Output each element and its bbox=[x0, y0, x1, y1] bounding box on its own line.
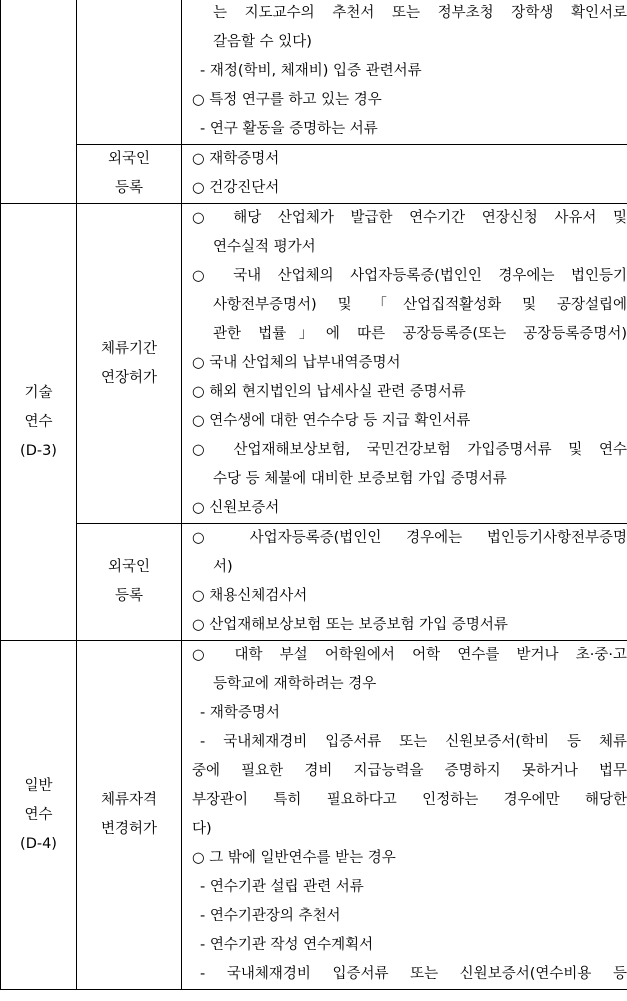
table-body bbox=[1, 0, 627, 990]
document-line: 부장관이 특히 필요하다고 인정하는 경우에만 해당한 bbox=[192, 792, 627, 808]
document-line: ○ 해외 현지법인의 납세사실 관련 증명서류 bbox=[192, 384, 466, 400]
application-type-label: 등록 bbox=[114, 588, 143, 604]
document-line: ○ 산업재해보상보험, 국민건강보험 가입증명서류 및 연수 bbox=[192, 442, 627, 458]
document-line: - 국내체재경비 입증서류 또는 신원보증서(연수비용 등 bbox=[200, 966, 627, 982]
document-line: ○ 그 밖에 일반연수를 받는 경우 bbox=[192, 850, 396, 866]
application-type-label: 변경허가 bbox=[100, 821, 158, 837]
document-line: ○ 연수생에 대한 연수수당 등 지급 확인서류 bbox=[192, 413, 471, 429]
application-type-label: 외국인 bbox=[107, 559, 151, 575]
application-type-label: 체류기간 bbox=[100, 340, 158, 357]
document-line: - 연수기관장의 추천서 bbox=[200, 908, 341, 924]
table-row bbox=[1, 524, 627, 641]
document-line: - 재정(학비, 체재비) 입증 관련서류 bbox=[200, 63, 422, 79]
document-line: ○ 특정 연구를 하고 있는 경우 bbox=[192, 92, 382, 108]
document-line: - 연구 활동을 증명하는 서류 bbox=[200, 121, 378, 137]
document-line: 사항전부증명서) 및 「산업집적활성화 및 공장설립에 bbox=[213, 297, 627, 313]
document-line: - 연수기관 설립 관련 서류 bbox=[200, 879, 364, 895]
document-line: ○ 사업자등록증(법인인 경우에는 법인등기사항전부증명 bbox=[192, 530, 627, 546]
document-line: ○ 신원보증서 bbox=[192, 500, 280, 516]
application-type-label: 등록 bbox=[114, 180, 143, 196]
application-type-cell bbox=[77, 204, 182, 524]
visa-type-label: (D-3) bbox=[20, 442, 57, 459]
application-type-label: 체류자격 bbox=[100, 792, 158, 808]
application-type-label: 외국인 bbox=[107, 151, 151, 167]
document-line: - 연수기관 작성 연수계획서 bbox=[200, 937, 374, 953]
visa-type-cell bbox=[1, 641, 77, 990]
document-line: ○ 국내 산업체의 사업자등록증(법인인 경우에는 법인등기 bbox=[192, 268, 627, 284]
document-line: ○ 대학 부설 어학원에서 어학 연수를 받거나 초·중·고 bbox=[192, 647, 627, 663]
required-documents-cell bbox=[182, 204, 627, 524]
document-line: 연수실적 평가서 bbox=[213, 239, 316, 255]
table-row bbox=[1, 641, 627, 990]
required-documents-cell bbox=[182, 641, 627, 990]
document-line: ○ 재학증명서 bbox=[192, 151, 280, 167]
document-line: - 국내체재경비 입증서류 또는 신원보증서(학비 등 체류 bbox=[200, 734, 627, 750]
visa-type-cell bbox=[1, 204, 77, 641]
document-line: 다) bbox=[192, 821, 212, 837]
document-line: 중에 필요한 경비 지급능력을 증명하지 못하거나 법무 bbox=[192, 763, 627, 779]
document-line: 갈음할 수 있다) bbox=[213, 34, 312, 50]
document-line: 관한 법률」에 따른 공장등록증(또는 공장등록증명서) bbox=[213, 326, 627, 342]
document-line: ○ 산업재해보상보험 또는 보증보험 가입 증명서류 bbox=[192, 617, 508, 633]
document-line: - 재학증명서 bbox=[200, 705, 280, 721]
document-line: 서) bbox=[213, 559, 233, 575]
document-line: ○ 건강진단서 bbox=[192, 180, 280, 196]
visa-type-label: (D-4) bbox=[20, 835, 57, 852]
document-line: ○ 해당 산업체가 발급한 연수기간 연장신청 사유서 및 bbox=[192, 210, 627, 226]
document-line: 수당 등 체불에 대비한 보증보험 가입 증명서류 bbox=[213, 471, 507, 487]
required-documents-cell bbox=[182, 524, 627, 641]
visa-type-label: 연수 bbox=[24, 806, 53, 823]
application-type-cell bbox=[77, 524, 182, 641]
table-row bbox=[1, 145, 627, 204]
required-documents-cell bbox=[182, 0, 627, 145]
visa-type-label: 연수 bbox=[24, 413, 53, 430]
table-row bbox=[1, 0, 627, 145]
application-type-cell bbox=[77, 145, 182, 204]
document-line: ○ 채용신체검사서 bbox=[192, 588, 308, 604]
visa-type-label: 기술 bbox=[24, 384, 53, 401]
document-line: ○ 국내 산업체의 납부내역증명서 bbox=[192, 355, 401, 371]
application-type-label: 연장허가 bbox=[100, 369, 158, 386]
required-documents-cell bbox=[182, 145, 627, 204]
document-line: 는 지도교수의 추천서 또는 정부초청 장학생 확인서로 bbox=[213, 5, 627, 21]
document-line: 등학교에 재학하려는 경우 bbox=[213, 676, 377, 692]
table-row bbox=[1, 204, 627, 524]
visa-type-cell bbox=[1, 0, 77, 204]
application-type-cell bbox=[77, 0, 182, 145]
visa-type-label: 일반 bbox=[24, 777, 53, 794]
application-type-cell bbox=[77, 641, 182, 990]
